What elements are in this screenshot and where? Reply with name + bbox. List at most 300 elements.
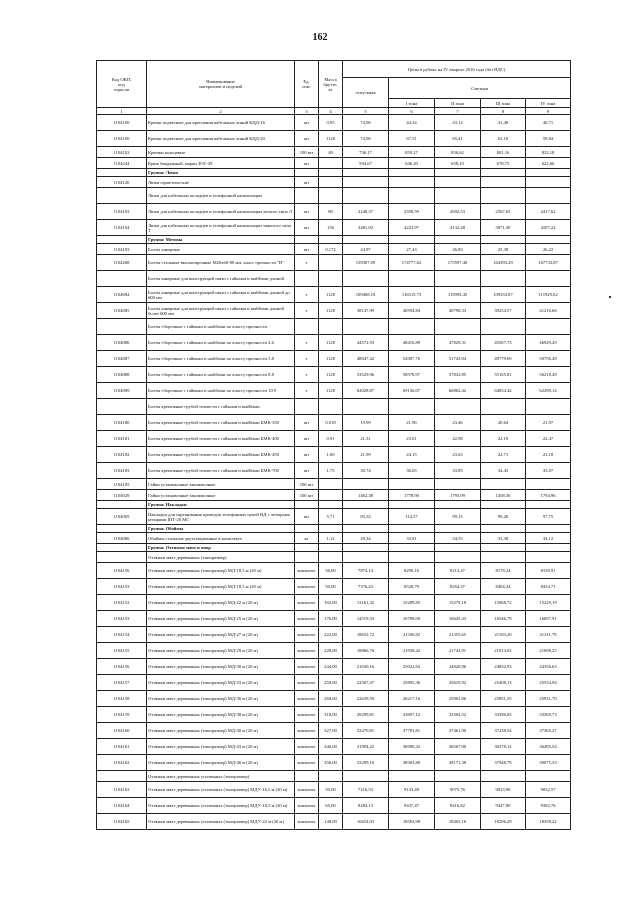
item-price-3: 23,63	[435, 447, 481, 463]
item-unit	[295, 399, 319, 415]
group-price-cell	[343, 169, 389, 177]
item-name: Оттяжки мачт деревянных (типоразмер) МД-40 м (20 м)	[147, 723, 295, 739]
item-price-1	[343, 271, 389, 287]
table-row	[97, 563, 571, 579]
item-code: 1104268	[97, 255, 147, 271]
item-name: Болты анкерные для конструкций связи с гайками и шайбами длиной	[147, 271, 295, 287]
item-mass: 244,00	[319, 659, 343, 675]
item-name: Оттяжки мачт деревянных (типоразмер) МД-29 м (20 м)	[147, 643, 295, 659]
item-price-3: 25619,92	[435, 675, 481, 691]
item-unit: комплект	[295, 798, 319, 814]
item-price-3	[435, 479, 481, 490]
item-name: Накладки для скрещивания проводов телефонных цепей НД с четырьмя штырями ШТ-20 МС	[147, 509, 295, 525]
item-price-3: 33504,52	[435, 707, 481, 723]
group-title: Группа: Метизы	[147, 236, 295, 244]
item-price-1: 19,99	[343, 415, 389, 431]
item-price-3: 24820,96	[435, 659, 481, 675]
item-mass: 1120	[319, 383, 343, 399]
item-price-2: 40594,84	[389, 303, 435, 319]
item-unit: шт	[295, 115, 319, 131]
item-price-4: 20,64	[481, 415, 526, 431]
page-number: 162	[312, 32, 328, 43]
item-price-1: 18652,72	[343, 627, 389, 643]
item-name: Болты сборочные с гайками и шайбами по классу прочности 5.8	[147, 351, 295, 367]
item-name: Болты сборочные с гайками и шайбами по классу прочности	[147, 319, 295, 335]
item-code: 1104087	[97, 351, 147, 367]
item-price-3	[435, 188, 481, 204]
group-mass-cell	[319, 169, 343, 177]
group-code-cell	[97, 544, 147, 552]
item-price-4: 3971,30	[481, 220, 526, 236]
item-price-3	[435, 177, 481, 188]
item-price-2: 16788,00	[389, 611, 435, 627]
item-price-1: 16654,03	[343, 814, 389, 830]
item-mass	[319, 188, 343, 204]
item-price-3: 40798,33	[435, 303, 481, 319]
item-code	[97, 771, 147, 782]
item-price-4: 45567,73	[481, 335, 526, 351]
item-price-2: 44,34	[389, 115, 435, 131]
item-price-4	[481, 479, 526, 490]
item-mass: 50,00	[319, 579, 343, 595]
col-number-8: 8	[481, 108, 526, 115]
item-price-1: 159307,09	[343, 255, 389, 271]
group-mass-cell	[319, 525, 343, 533]
item-name: Болты анкерные для конструкций связи с гайками и шайбами длиной до 600 мм	[147, 287, 295, 303]
item-price-5: 33569,73	[526, 707, 571, 723]
item-name: Оттяжки мачт деревянных (типоразмер) МД-18,5 м (20 м)	[147, 579, 295, 595]
item-price-4: 49779,69	[481, 351, 526, 367]
group-title: Группа: Люки	[147, 169, 295, 177]
item-unit: шт	[295, 509, 319, 525]
item-unit: комплект	[295, 675, 319, 691]
group-price-cell	[526, 169, 571, 177]
item-price-5: 8434,71	[526, 579, 571, 595]
group-row	[97, 544, 571, 552]
group-row	[97, 525, 571, 533]
item-price-1: 29299,81	[343, 707, 389, 723]
item-price-4: 37948,79	[481, 755, 526, 771]
item-price-2: 27,43	[389, 244, 435, 255]
item-price-2: 36900,32	[389, 739, 435, 755]
header-unit	[295, 61, 319, 108]
item-name: Люки герметические	[147, 177, 295, 188]
item-price-1: 13161,32	[343, 595, 389, 611]
item-name: Гайки установочные закоммолные	[147, 490, 295, 501]
item-price-2: 33,81	[389, 533, 435, 544]
item-name: Болты сборочные с гайками и шайбами по классу прочности 10.9	[147, 383, 295, 399]
item-code: 1104161	[97, 739, 147, 755]
item-mass	[319, 399, 343, 415]
table-row	[97, 691, 571, 707]
item-price-3: 1793,99	[435, 490, 481, 501]
item-price-3: 33,85	[435, 463, 481, 479]
header-mass	[319, 61, 343, 108]
item-unit: комплект	[295, 739, 319, 755]
table-row	[97, 627, 571, 643]
item-unit: шт	[295, 204, 319, 220]
item-code: 1104105	[97, 479, 147, 490]
item-unit: т	[295, 351, 319, 367]
item-unit: шт	[295, 415, 319, 431]
item-price-4: 9347,80	[481, 798, 526, 814]
header-otpusk: отпускная	[343, 78, 389, 108]
item-mass: 156	[319, 220, 343, 236]
item-price-5: 39075,33	[526, 755, 571, 771]
item-price-1: 24,97	[343, 244, 389, 255]
item-price-1: 32470,81	[343, 723, 389, 739]
item-price-3: 36567,90	[435, 739, 481, 755]
item-code: 1104120	[97, 177, 147, 188]
table-row	[97, 447, 571, 463]
item-price-5: 21311,79	[526, 627, 571, 643]
item-price-2	[389, 399, 435, 415]
item-price-4: 2567,65	[481, 204, 526, 220]
item-name: Оттяжки мачт деревянных усиленных (типоразмер) МДУ-18,5 м (20 м)	[147, 798, 295, 814]
item-price-1: 109468,18	[343, 287, 389, 303]
item-code: 1104160	[97, 723, 147, 739]
item-name: Оттяжки мачт деревянных (типоразмер) МД-33 м (20 м)	[147, 675, 295, 691]
item-price-4: 25851,55	[481, 691, 526, 707]
item-unit: комплект	[295, 643, 319, 659]
item-mass: 50,00	[319, 782, 343, 798]
item-price-3	[435, 271, 481, 287]
item-price-5: 24356,63	[526, 659, 571, 675]
item-mass	[319, 255, 343, 271]
item-unit: комплект	[295, 755, 319, 771]
item-mass	[319, 271, 343, 287]
group-price-cell	[526, 525, 571, 533]
item-unit: комплект	[295, 723, 319, 739]
group-row	[97, 501, 571, 509]
item-code	[97, 319, 147, 335]
table-row	[97, 533, 571, 544]
item-unit: т	[295, 335, 319, 351]
item-price-5: 34,12	[526, 533, 571, 544]
item-mass	[319, 319, 343, 335]
item-price-1: 31994,22	[343, 739, 389, 755]
header-zone-3: III зона	[481, 99, 526, 108]
table-row	[97, 177, 571, 188]
item-code: 1104029	[97, 490, 147, 501]
item-price-2: 38303,80	[389, 755, 435, 771]
group-price-cell	[389, 525, 435, 533]
item-price-2: 21336,82	[389, 627, 435, 643]
group-price-cell	[481, 169, 526, 177]
item-price-3: 57832,85	[435, 367, 481, 383]
item-price-4: 36378,12	[481, 739, 526, 755]
item-price-2: 36,65	[389, 463, 435, 479]
table-row	[97, 552, 571, 563]
item-unit: кг	[295, 533, 319, 544]
item-price-4	[481, 319, 526, 335]
item-price-3: 836,62	[435, 147, 481, 158]
item-code: 1104088	[97, 367, 147, 383]
group-price-cell	[526, 236, 571, 244]
item-price-3	[435, 771, 481, 782]
item-price-2: 24,15	[389, 447, 435, 463]
table-row	[97, 415, 571, 431]
item-price-2: 25895,36	[389, 675, 435, 691]
item-mass: 0,91	[319, 431, 343, 447]
item-price-1	[343, 479, 389, 490]
header-mass-line-1: Масса	[324, 76, 337, 82]
item-price-5: 25554,94	[526, 675, 571, 691]
header-zone-1: I зона	[389, 99, 435, 108]
group-code-cell	[97, 236, 147, 244]
item-mass: 1120	[319, 287, 343, 303]
item-price-4: 8178,24	[481, 563, 526, 579]
item-price-4	[481, 188, 526, 204]
col-number-2: 2	[147, 108, 295, 115]
item-code: 1104165	[97, 814, 147, 830]
group-mass-cell	[319, 236, 343, 244]
table-row	[97, 351, 571, 367]
group-mass-cell	[319, 501, 343, 509]
table-row	[97, 204, 571, 220]
item-code: 1104153	[97, 579, 147, 595]
item-name: Оттяжки мачт деревянных (типоразмер) МД-36 м (20 м)	[147, 691, 295, 707]
item-price-2: 9437,47	[389, 798, 435, 814]
item-price-4: 41,48	[481, 115, 526, 131]
item-price-2: 859,27	[389, 147, 435, 158]
item-price-1	[343, 177, 389, 188]
item-name: Болты крепежные грубой точности с гайками и шайбами БМК-700	[147, 463, 295, 479]
group-mass-cell	[319, 544, 343, 552]
item-price-1	[343, 188, 389, 204]
item-unit: комплект	[295, 627, 319, 643]
group-price-cell	[389, 501, 435, 509]
item-mass: 1120	[319, 351, 343, 367]
item-price-1: 21630,16	[343, 659, 389, 675]
table-row	[97, 271, 571, 287]
item-unit: т	[295, 367, 319, 383]
item-price-2: 58578,97	[389, 367, 435, 383]
item-unit: 100 шт	[295, 479, 319, 490]
item-price-1	[343, 399, 389, 415]
item-price-2: 26217,16	[389, 691, 435, 707]
group-price-cell	[481, 525, 526, 533]
item-code: 1104153	[97, 611, 147, 627]
table-row	[97, 490, 571, 501]
item-unit: т	[295, 303, 319, 319]
item-code: 1104244	[97, 158, 147, 169]
item-code: 1104155	[97, 643, 147, 659]
item-price-2: 33697,12	[389, 707, 435, 723]
item-price-2: 69136,07	[389, 383, 435, 399]
item-price-4: 21814,02	[481, 643, 526, 659]
item-name: Оттяжки мачт деревянных усиленных (типоразмер)	[147, 771, 295, 782]
item-price-5: 4107,22	[526, 220, 571, 236]
item-unit	[295, 319, 319, 335]
item-unit	[295, 271, 319, 287]
item-price-5	[526, 177, 571, 188]
item-price-3	[435, 319, 481, 335]
group-price-cell	[481, 544, 526, 552]
item-name: Гайки установочные закоммолные	[147, 479, 295, 490]
header-mass-line-3: кг	[328, 86, 333, 92]
item-name: Болты сборочные с гайками и шайбами по классу прочности 8.8	[147, 367, 295, 383]
item-unit: шт	[295, 177, 319, 188]
group-unit-cell	[295, 544, 319, 552]
group-row	[97, 169, 571, 177]
item-code: 1104084	[97, 287, 147, 303]
item-price-3: 65,41	[435, 131, 481, 147]
item-unit: шт	[295, 220, 319, 236]
item-mass: 327,00	[319, 723, 343, 739]
item-price-5: 2417,62	[526, 204, 571, 220]
item-price-1: 18866,76	[343, 643, 389, 659]
header-unit-line-2: изм.	[302, 84, 311, 89]
col-number-9: 9	[526, 108, 571, 115]
item-unit: шт	[295, 463, 319, 479]
item-name: Оттяжки мачт деревянных (типоразмер) МД-38 м (20 м)	[147, 707, 295, 723]
item-name: Крюки подвесные для крепления кабельных линий КЦД-16	[147, 115, 295, 131]
item-price-2: 9133,48	[389, 782, 435, 798]
item-name: Крюки подвесные для крепления кабельных линий КЦД-20	[147, 131, 295, 147]
item-price-1: 8284,13	[343, 798, 389, 814]
item-price-1	[343, 771, 389, 782]
item-mass: 40	[319, 147, 343, 158]
item-name: Оттяжки мачт деревянных (типоразмер) МД-30 м (20 м)	[147, 659, 295, 675]
item-code: 1104103	[97, 204, 147, 220]
item-price-5: 59,84	[526, 131, 571, 147]
item-mass	[319, 490, 343, 501]
item-mass: 0,018	[319, 415, 343, 431]
item-price-2	[389, 771, 435, 782]
item-mass: 318,00	[319, 707, 343, 723]
item-price-4: 34,45	[481, 463, 526, 479]
item-price-3: 38171,38	[435, 755, 481, 771]
item-code: 1104086	[97, 335, 147, 351]
item-unit: комплект	[295, 563, 319, 579]
table-row	[97, 220, 571, 236]
table-row	[97, 463, 571, 479]
table-row	[97, 643, 571, 659]
item-code: 1104100	[97, 115, 147, 131]
header-unit-line-1: Ед.	[303, 79, 310, 84]
item-unit: шт	[295, 244, 319, 255]
item-code	[97, 271, 147, 287]
col-number-4: 4	[319, 108, 343, 115]
item-price-5: 8158,91	[526, 563, 571, 579]
item-price-3: 66862,42	[435, 383, 481, 399]
item-price-1: 21,99	[343, 447, 389, 463]
item-mass	[319, 177, 343, 188]
item-price-1: 83,52	[343, 509, 389, 525]
col-number-1: 1	[97, 108, 147, 115]
table-row	[97, 335, 571, 351]
item-price-2: 114,57	[389, 509, 435, 525]
item-price-5: 16697,91	[526, 611, 571, 627]
item-name: Люки для кабельных колодцев и телефонной канализации тяжелого типа Т	[147, 220, 295, 236]
item-price-1: 1462,38	[343, 490, 389, 501]
item-price-5: 41216,66	[526, 303, 571, 319]
item-price-3: 21355,65	[435, 627, 481, 643]
item-price-2: 174777,62	[389, 255, 435, 271]
item-price-3: 21743,91	[435, 643, 481, 659]
item-price-4: 37238,54	[481, 723, 526, 739]
item-price-5: 26,22	[526, 244, 571, 255]
header-code-line-1: Код ОКП,	[111, 76, 132, 82]
item-price-3: 26,83	[435, 244, 481, 255]
group-unit-cell	[295, 525, 319, 533]
item-price-4	[481, 771, 526, 782]
item-unit	[295, 771, 319, 782]
item-unit: т	[295, 255, 319, 271]
item-mass: 1,75	[319, 463, 343, 479]
table-row	[97, 158, 571, 169]
item-code	[97, 399, 147, 415]
header-mass-line-2: брутто,	[323, 81, 338, 87]
group-price-cell	[343, 525, 389, 533]
item-price-1: 2240,37	[343, 204, 389, 220]
group-code-cell	[97, 525, 147, 533]
item-price-5: 50756,28	[526, 351, 571, 367]
item-name: Болты анкерные для конструкций связи с гайками и шайбами длиной более 600 мм	[147, 303, 295, 319]
item-name: Болты крепежные грубой точности с гайками и шайбами БМК-450	[147, 447, 295, 463]
item-price-4: 62,10	[481, 131, 526, 147]
item-unit	[295, 188, 319, 204]
item-code: 1104100	[97, 131, 147, 147]
item-price-2	[389, 188, 435, 204]
table-row	[97, 509, 571, 525]
item-price-5: 62290,14	[526, 383, 571, 399]
item-mass	[319, 158, 343, 169]
item-price-4: 8404,24	[481, 579, 526, 595]
item-name: Оттяжки мачт деревянных (типоразмер)	[147, 552, 295, 563]
item-price-3: 9075,76	[435, 782, 481, 798]
table-row	[97, 147, 571, 158]
item-price-5: 823,18	[526, 147, 571, 158]
item-name: Оттяжки мачт деревянных (типоразмер) МД-43 м (20 м)	[147, 739, 295, 755]
item-price-4: 9023,96	[481, 782, 526, 798]
item-name: Оттяжки мачт деревянных (типоразмер) МД-22 м (20 м)	[147, 595, 295, 611]
item-price-2: 21,96	[389, 415, 435, 431]
table-row	[97, 399, 571, 415]
group-price-cell	[389, 236, 435, 244]
group-title: Группа: Накладки	[147, 501, 295, 509]
group-price-cell	[343, 501, 389, 509]
item-price-5: 22,47	[526, 431, 571, 447]
header-smeta: Сметная	[389, 78, 571, 99]
price-table	[96, 60, 571, 830]
item-price-3: 16645,43	[435, 611, 481, 627]
item-mass: 148,00	[319, 814, 343, 830]
item-price-1: 7216,53	[343, 782, 389, 798]
item-name: Крючки кольцевые	[147, 147, 295, 158]
table-row	[97, 814, 571, 830]
item-code: 1104154	[97, 627, 147, 643]
item-price-3	[435, 399, 481, 415]
item-mass: 5,71	[319, 509, 343, 525]
item-price-1: 44572,93	[343, 335, 389, 351]
group-unit-cell	[295, 169, 319, 177]
item-price-2	[389, 552, 435, 563]
group-code-cell	[97, 501, 147, 509]
item-mass: 356,00	[319, 755, 343, 771]
item-price-5	[526, 271, 571, 287]
table-row	[97, 723, 571, 739]
item-code: 1104158	[97, 691, 147, 707]
group-price-cell	[435, 525, 481, 533]
item-price-3: 8213,47	[435, 563, 481, 579]
item-price-5	[526, 188, 571, 204]
header-code	[97, 61, 147, 108]
item-price-3: 2692,53	[435, 204, 481, 220]
item-price-1: 3481,02	[343, 220, 389, 236]
item-name: Болты анкерные	[147, 244, 295, 255]
